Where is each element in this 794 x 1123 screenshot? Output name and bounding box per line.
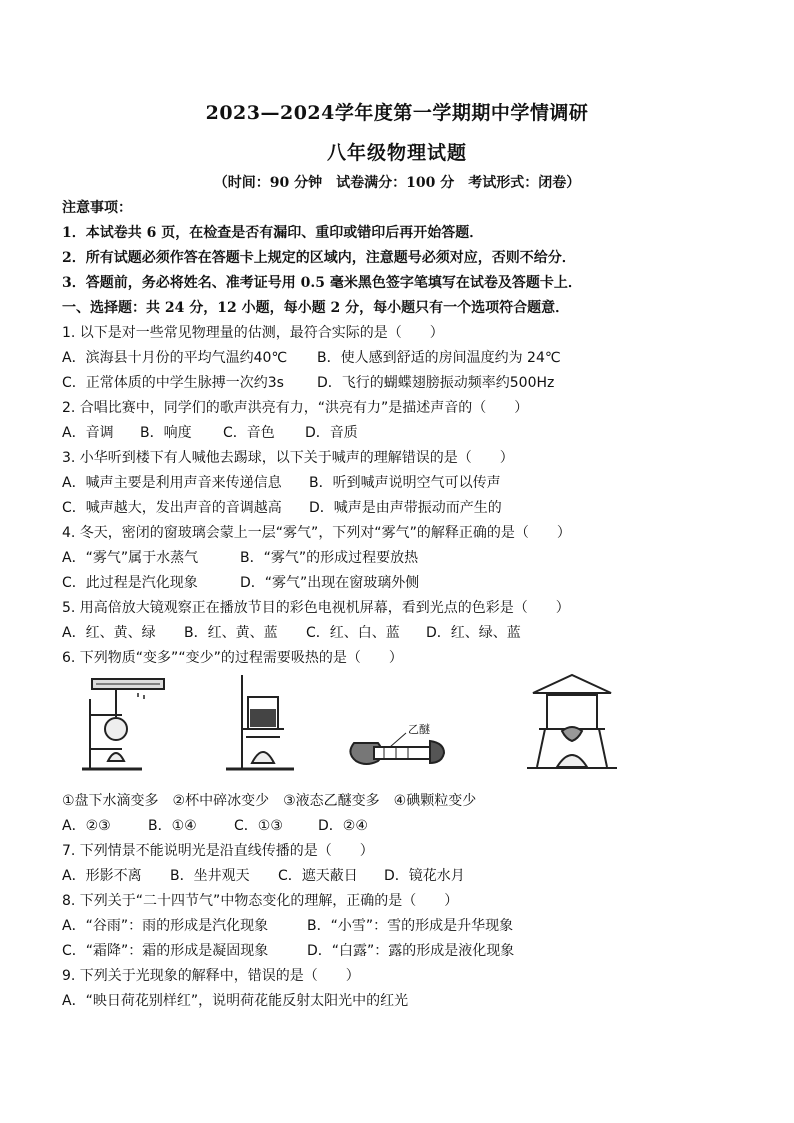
option: B．听到喊声说明空气可以传声 — [309, 475, 501, 491]
notes-heading: 注意事项： — [62, 200, 132, 216]
option: A．“映日荷花别样红”，说明荷花能反射太阳光中的红光 — [62, 993, 409, 1009]
exam-body — [62, 196, 752, 1014]
option-row — [62, 571, 752, 596]
option: C．红、白、蓝 — [306, 625, 400, 641]
option: C．喊声越大，发出声音的音调越高 — [62, 500, 282, 516]
ether-syringe-illustration — [340, 671, 460, 779]
option: D．红、绿、蓝 — [426, 625, 521, 641]
exam-title: 2023—2024学年度第一学期期中学情调研 — [205, 102, 589, 124]
question-stem: 5. 用高倍放大镜观察正在播放节目的彩色电视机屏幕，看到光点的色彩是（ ） — [62, 600, 570, 616]
question-stem: 9. 下列关于光现象的解释中，错误的是（ ） — [62, 968, 360, 984]
option: A．形影不离 — [62, 868, 142, 884]
figure-iodine-burner — [517, 671, 627, 779]
option: B．“小雪”：雪的形成是升华现象 — [307, 918, 514, 934]
option: C．此过程是汽化现象 — [62, 575, 198, 591]
question-stem: 7. 下列情景不能说明光是沿直线传播的是（ ） — [62, 843, 374, 859]
exam-info: （时间：90 分钟 试卷满分：100 分 考试形式：闭卷） — [213, 175, 581, 191]
figure-ether-syringe — [340, 671, 460, 779]
option: D．飞行的蝴蝶翅膀振动频率约500Hz — [317, 375, 555, 391]
option: A．②③ — [62, 818, 111, 834]
section-heading: 一、选择题：共 24 分，12 小题，每小题 2 分，每小题只有一个选项符合题意． — [62, 300, 570, 316]
note-item: 2．所有试题必须作答在答题卡上规定的区域内，注意题号必须对应，否则不给分． — [62, 250, 576, 266]
option-row — [62, 814, 752, 839]
option: D．镜花水月 — [384, 868, 465, 884]
option: A．“雾气”属于水蒸气 — [62, 550, 199, 566]
option-row — [62, 371, 752, 396]
option-row — [62, 496, 752, 521]
note-item: 1．本试卷共 6 页，在检查是否有漏印、重印或错印后再开始答题． — [62, 225, 484, 241]
option-row — [62, 546, 752, 571]
beaker-ice-illustration — [222, 671, 302, 779]
option: A．音调 — [62, 425, 114, 441]
option-row — [62, 914, 752, 939]
option: C．音色 — [223, 425, 275, 441]
q6-caption: ①盘下水滴变多 ②杯中碎冰变少 ③液态乙醚变多 ④碘颗粒变少 — [62, 793, 477, 809]
option: A．红、黄、绿 — [62, 625, 156, 641]
option-row — [62, 939, 752, 964]
question-stem: 4. 冬天，密闭的窗玻璃会蒙上一层“雾气”，下列对“雾气”的解释正确的是（ ） — [62, 525, 571, 541]
option-row — [62, 421, 752, 446]
option: D．②④ — [318, 818, 368, 834]
option: A．滨海县十月份的平均气温约40℃ — [62, 350, 288, 366]
question-stem: 6. 下列物质“变多”“变少”的过程需要吸热的是（ ） — [62, 650, 403, 666]
ether-label: 乙醚 — [408, 723, 430, 736]
plate-drops-illustration — [80, 671, 170, 779]
option: D．音质 — [305, 425, 358, 441]
option: B．响度 — [140, 425, 192, 441]
option-row — [62, 864, 752, 889]
option-row — [62, 621, 752, 646]
question-stem: 8. 下列关于“二十四节气”中物态变化的理解，正确的是（ ） — [62, 893, 459, 909]
option: C．遮天蔽日 — [278, 868, 358, 884]
iodine-burner-illustration — [517, 671, 627, 779]
option: D．喊声是由声带振动而产生的 — [309, 500, 502, 516]
option: C．①③ — [234, 818, 283, 834]
option: B．使人感到舒适的房间温度约为 24℃ — [317, 350, 561, 366]
option: B．“雾气”的形成过程要放热 — [240, 550, 419, 566]
option: A．“谷雨”：雨的形成是汽化现象 — [62, 918, 269, 934]
question-stem: 2. 合唱比赛中，同学们的歌声洪亮有力，“洪亮有力”是描述声音的（ ） — [62, 400, 529, 416]
option-row — [62, 346, 752, 371]
option: B．坐井观天 — [170, 868, 250, 884]
note-item: 3．答题前，务必将姓名、准考证号用 0.5 毫米黑色签字笔填写在试卷及答题卡上． — [62, 275, 582, 291]
option: C．“霜降”：霜的形成是凝固现象 — [62, 943, 269, 959]
figure-plate-drops — [80, 671, 170, 779]
figure-beaker-ice — [222, 671, 302, 779]
option-row — [62, 471, 752, 496]
exam-subtitle: 八年级物理试题 — [326, 142, 467, 164]
option: B．红、黄、蓝 — [184, 625, 278, 641]
option: B．①④ — [148, 818, 197, 834]
option: D．“雾气”出现在窗玻璃外侧 — [240, 575, 420, 591]
q6-figures — [62, 671, 752, 789]
question-stem: 3. 小华听到楼下有人喊他去踢球，以下关于喊声的理解错误的是（ ） — [62, 450, 514, 466]
option-row — [62, 989, 752, 1014]
question-stem: 1. 以下是对一些常见物理量的估测，最符合实际的是（ ） — [62, 325, 444, 341]
option: C．正常体质的中学生脉搏一次约3s — [62, 375, 284, 391]
option: A．喊声主要是利用声音来传递信息 — [62, 475, 282, 491]
option: D．“白露”：露的形成是液化现象 — [307, 943, 515, 959]
